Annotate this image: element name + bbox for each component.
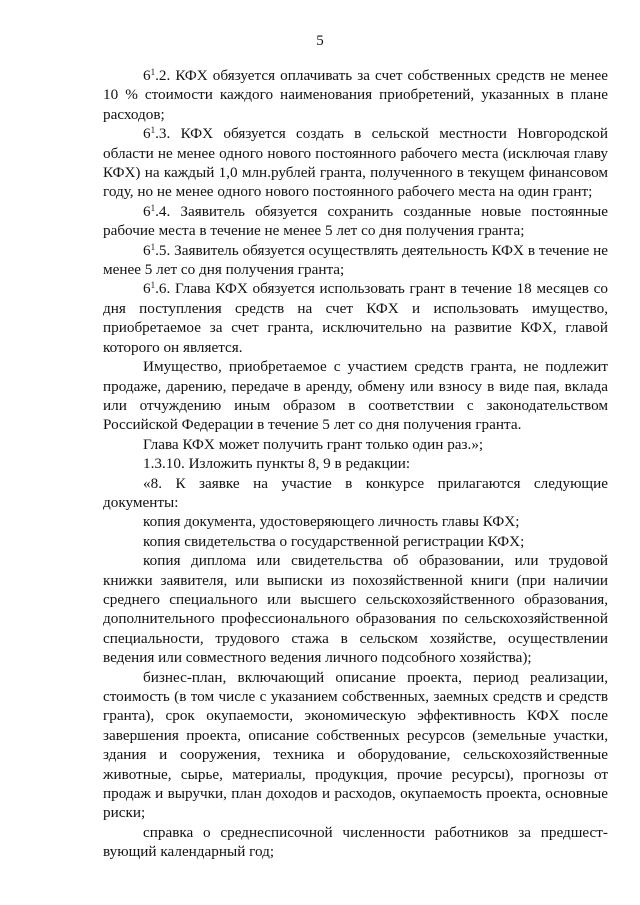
paragraph-text: справка о среднесписочной численности работников за предшест-вующий календарный год; xyxy=(103,823,608,861)
clause-number: 6 xyxy=(143,280,151,298)
clause-superscript: 1 xyxy=(150,241,156,252)
paragraph-text: копия свидетельства о государственной регистрации КФХ; xyxy=(143,532,525,550)
clause-text: .4. Заявитель обязуется сохранить созданные новые постоянные рабочие места в течение не менее 5 лет со дня получения гранта; xyxy=(103,202,608,240)
clause-6-1-2 xyxy=(103,66,608,124)
clause-superscript: 1 xyxy=(150,280,156,291)
property-restriction-paragraph xyxy=(103,357,608,435)
list-item-identity-document xyxy=(103,512,608,531)
document-body xyxy=(103,66,608,862)
clause-text: .6. Глава КФХ обязуется использовать грант в течение 18 месяцев со дня поступления средств на счет КФХ и использовать имущество, приобретаемое за счет гранта, исключительно на развитие КФХ, главой которого он является. xyxy=(103,280,608,356)
clause-number: 6 xyxy=(143,67,151,84)
paragraph-text: 1.3.10. Изложить пункты 8, 9 в редакции: xyxy=(143,455,411,473)
single-grant-paragraph xyxy=(103,435,608,454)
clause-text: .5. Заявитель обязуется осуществлять деятельность КФХ в течение не менее 5 лет со дня получения гранта; xyxy=(103,241,608,279)
clause-number: 6 xyxy=(143,241,151,259)
clause-superscript: 1 xyxy=(150,125,156,136)
clause-text: .2. КФХ обязуется оплачивать за счет собственных средств не менее 10 % стоимости каждого наименования приобретений, указанных в плане расходов; xyxy=(103,67,608,123)
clause-superscript: 1 xyxy=(150,202,156,213)
paragraph-text: «8. К заявке на участие в конкурсе прилагаются следующие документы: xyxy=(103,474,608,511)
paragraph-text: Имущество, приобретаемое с участием средств гранта, не подлежит продаже, дарению, передаче в аренду, обмену или взносу в виде пая, вклада или отчуждению иным образом в соответствии с законодательством Российской Федерации в течение 5 лет со дня получения гранта. xyxy=(103,358,608,434)
clause-text: .3. КФХ обязуется создать в сельской местности Новгородской области не менее одного нового постоянного рабочего места (исключая главу КФХ) на каждый 1,0 млн.рублей гранта, полученного в текущем финансовом году, но не менее одного нового постоянного рабочего места на один грант; xyxy=(103,125,608,201)
clause-superscript: 1 xyxy=(150,67,156,77)
paragraph-text: Глава КФХ может получить грант только один раз.»; xyxy=(143,435,484,453)
clause-number: 6 xyxy=(143,202,151,220)
clause-6-1-3 xyxy=(103,124,608,202)
paragraph-text: копия диплома или свидетельства об образовании, или трудовой книжки заявителя, или выписки из похозяйственной книги (при наличии среднего специального или высшего сельскохозяйственного образования, дополнительного профессионального образования по сельскохозяйственной специальности, трудового стажа в сельском хозяйстве, осуществлении ведения или совместного ведения личного подсобного хозяйства); xyxy=(103,552,608,667)
list-item-headcount-certificate xyxy=(103,823,608,862)
clause-6-1-6 xyxy=(103,279,608,357)
paragraph-text: копия документа, удостоверяющего личность главы КФХ; xyxy=(143,513,520,531)
clause-6-1-4 xyxy=(103,202,608,241)
clause-6-1-5 xyxy=(103,241,608,280)
amendment-1-3-10 xyxy=(103,454,608,473)
paragraph-text: бизнес-план, включающий описание проекта, период реализации, стоимость (в том числе с указанием собственных, заемных средств и средств гранта), срок окупаемости, экономическую эффективность КФХ после завершения проекта, описание собственных ресурсов (земельные участки, здания и сооружения, техника и оборудование, сельскохозяйственные животные, сырье, материалы, продукция, прочие ресурсы), прогнозы от продаж и выручки, план доходов и расходов, окупаемость проекта, основные риски; xyxy=(103,668,608,822)
clause-number: 6 xyxy=(143,125,151,143)
list-item-registration-certificate xyxy=(103,532,608,551)
page-number: 5 xyxy=(316,33,324,49)
list-item-education-documents xyxy=(103,551,608,667)
item-8-intro xyxy=(103,474,608,513)
list-item-business-plan xyxy=(103,668,608,823)
